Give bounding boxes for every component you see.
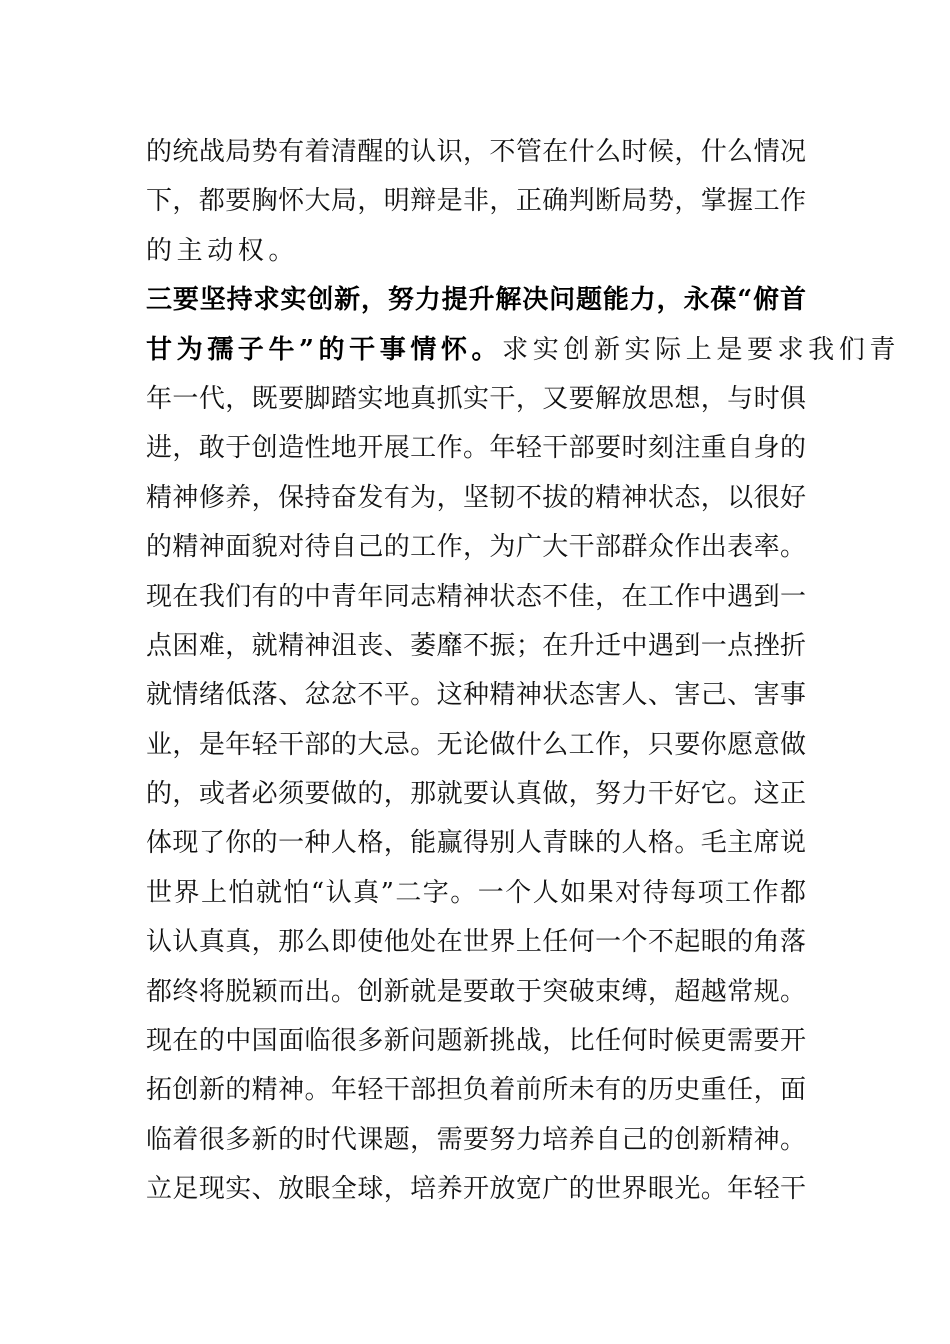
text-line: 现在我们有的中青年同志精神状态不佳，在工作中遇到一 — [146, 581, 806, 612]
mixed-line — [146, 326, 900, 375]
section-heading-tail: 甘为孺子牛”的干事情怀。 — [146, 334, 503, 365]
document-body — [146, 128, 900, 1215]
text-line: 拓创新的精神。年轻干部担负着前所未有的历史重任，面 — [146, 1075, 806, 1106]
text-line: 精神修养，保持奋发有为，坚韧不拔的精神状态，以很好 — [146, 482, 806, 513]
text-line: 就情绪低落、忿忿不平。这种精神状态害人、害己、害事 — [146, 680, 806, 711]
text-line: 进，敢于创造性地开展工作。年轻干部要时刻注重自身的 — [146, 433, 806, 464]
text-line: 都终将脱颖而出。创新就是要敢于突破束缚，超越常规。 — [146, 976, 806, 1007]
text-segment: 求实创新实际上是要求我们青 — [502, 334, 900, 365]
text-line: 现在的中国面临很多新问题新挑战，比任何时候更需要开 — [146, 1026, 806, 1057]
text-line: 点困难，就精神沮丧、萎靡不振；在升迁中遇到一点挫折 — [146, 630, 806, 661]
text-line: 立足现实、放眼全球，培养开放宽广的世界眼光。年轻干 — [146, 1174, 806, 1205]
text-line: 体现了你的一种人格，能赢得别人青睐的人格。毛主席说 — [146, 828, 806, 859]
section-heading-line: 三要坚持求实创新，努力提升解决问题能力，永葆“俯首 — [146, 285, 806, 316]
text-line: 认认真真，那么即使他处在世界上任何一个不起眼的角落 — [146, 927, 806, 958]
text-line: 的，或者必须要做的，那就要认真做，努力干好它。这正 — [146, 779, 806, 810]
text-line: 下，都要胸怀大局，明辩是非，正确判断局势，掌握工作 — [146, 186, 806, 217]
text-line: 的主动权。 — [146, 235, 300, 266]
text-line: 临着很多新的时代课题，需要努力培养自己的创新精神。 — [146, 1124, 806, 1155]
text-line: 的精神面貌对待自己的工作，为广大干部群众作出表率。 — [146, 532, 806, 563]
text-line: 世界上怕就怕“认真”二字。一个人如果对待每项工作都 — [146, 877, 806, 908]
text-line: 业，是年轻干部的大忌。无论做什么工作，只要你愿意做 — [146, 729, 806, 760]
text-line: 年一代，既要脚踏实地真抓实干，又要解放思想，与时俱 — [146, 383, 806, 414]
text-line: 的统战局势有着清醒的认识，不管在什么时候，什么情况 — [146, 137, 806, 167]
